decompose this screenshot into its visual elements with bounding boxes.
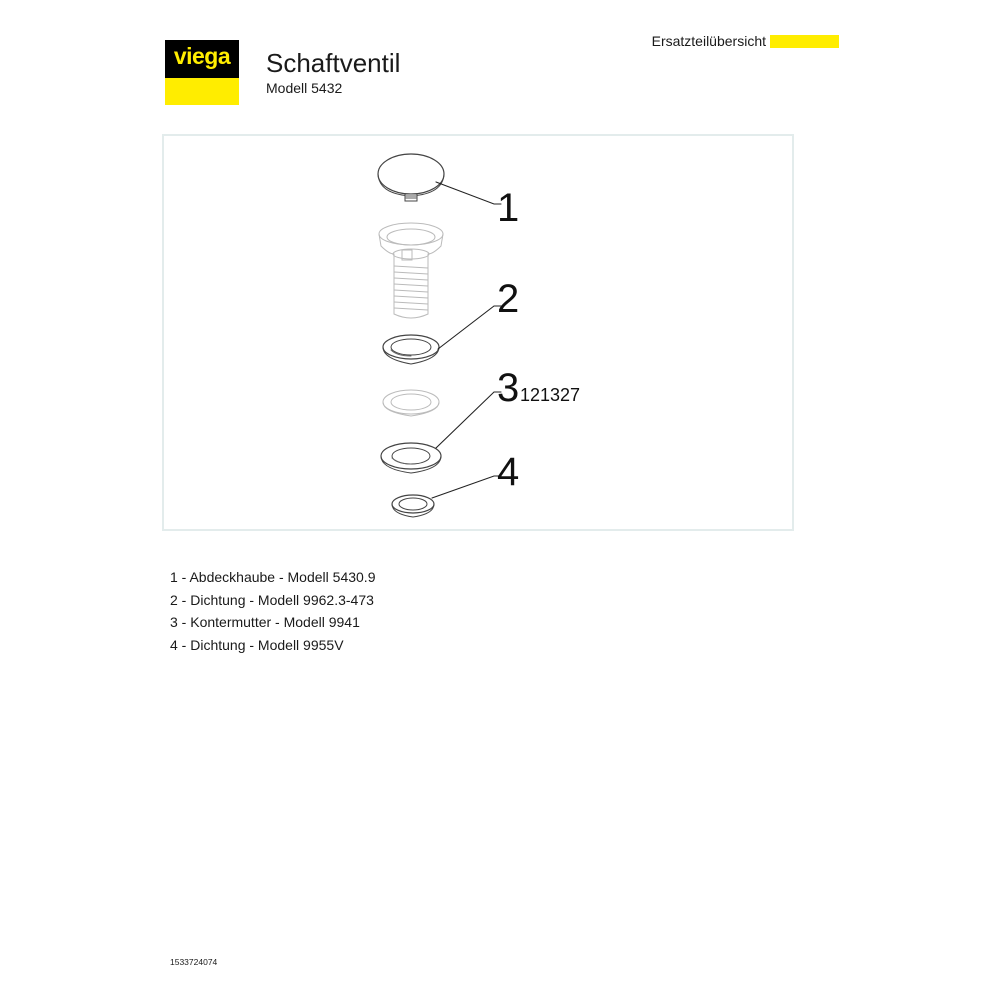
part-3-locknut [381, 443, 441, 473]
callout-3: 3 [497, 366, 520, 410]
document-number: 1533724074 [170, 957, 218, 967]
document-type-marker [770, 35, 839, 48]
callout-1: 1 [497, 186, 520, 230]
page-subtitle: Modell 5432 [266, 80, 343, 96]
parts-list-item: 4 - Dichtung - Modell 9955V [170, 636, 344, 653]
viega-logo [165, 40, 239, 104]
faded-washer [383, 390, 439, 416]
callout-2: 2 [497, 277, 520, 321]
logo-yellow-block [165, 78, 239, 105]
page-title: Schaftventil [266, 48, 401, 78]
document-type-label: Ersatzteilübersicht [651, 33, 766, 49]
parts-list-item: 2 - Dichtung - Modell 9962.3-473 [170, 591, 374, 608]
part-4-seal [392, 495, 434, 517]
parts-list [170, 566, 375, 656]
exploded-view-drawing [162, 134, 794, 531]
part-1-cap [378, 154, 444, 201]
logo-text: viega [173, 43, 231, 69]
part-2-seal [383, 335, 439, 364]
exploded-view-svg [164, 136, 796, 533]
parts-list-item: 1 - Abdeckhaube - Modell 5430.9 [170, 569, 376, 585]
callout-4: 4 [497, 450, 520, 494]
callout-3-article-number: 121327 [520, 385, 581, 405]
shaft-body [379, 223, 443, 318]
parts-list-item: 3 - Kontermutter - Modell 9941 [170, 614, 360, 630]
